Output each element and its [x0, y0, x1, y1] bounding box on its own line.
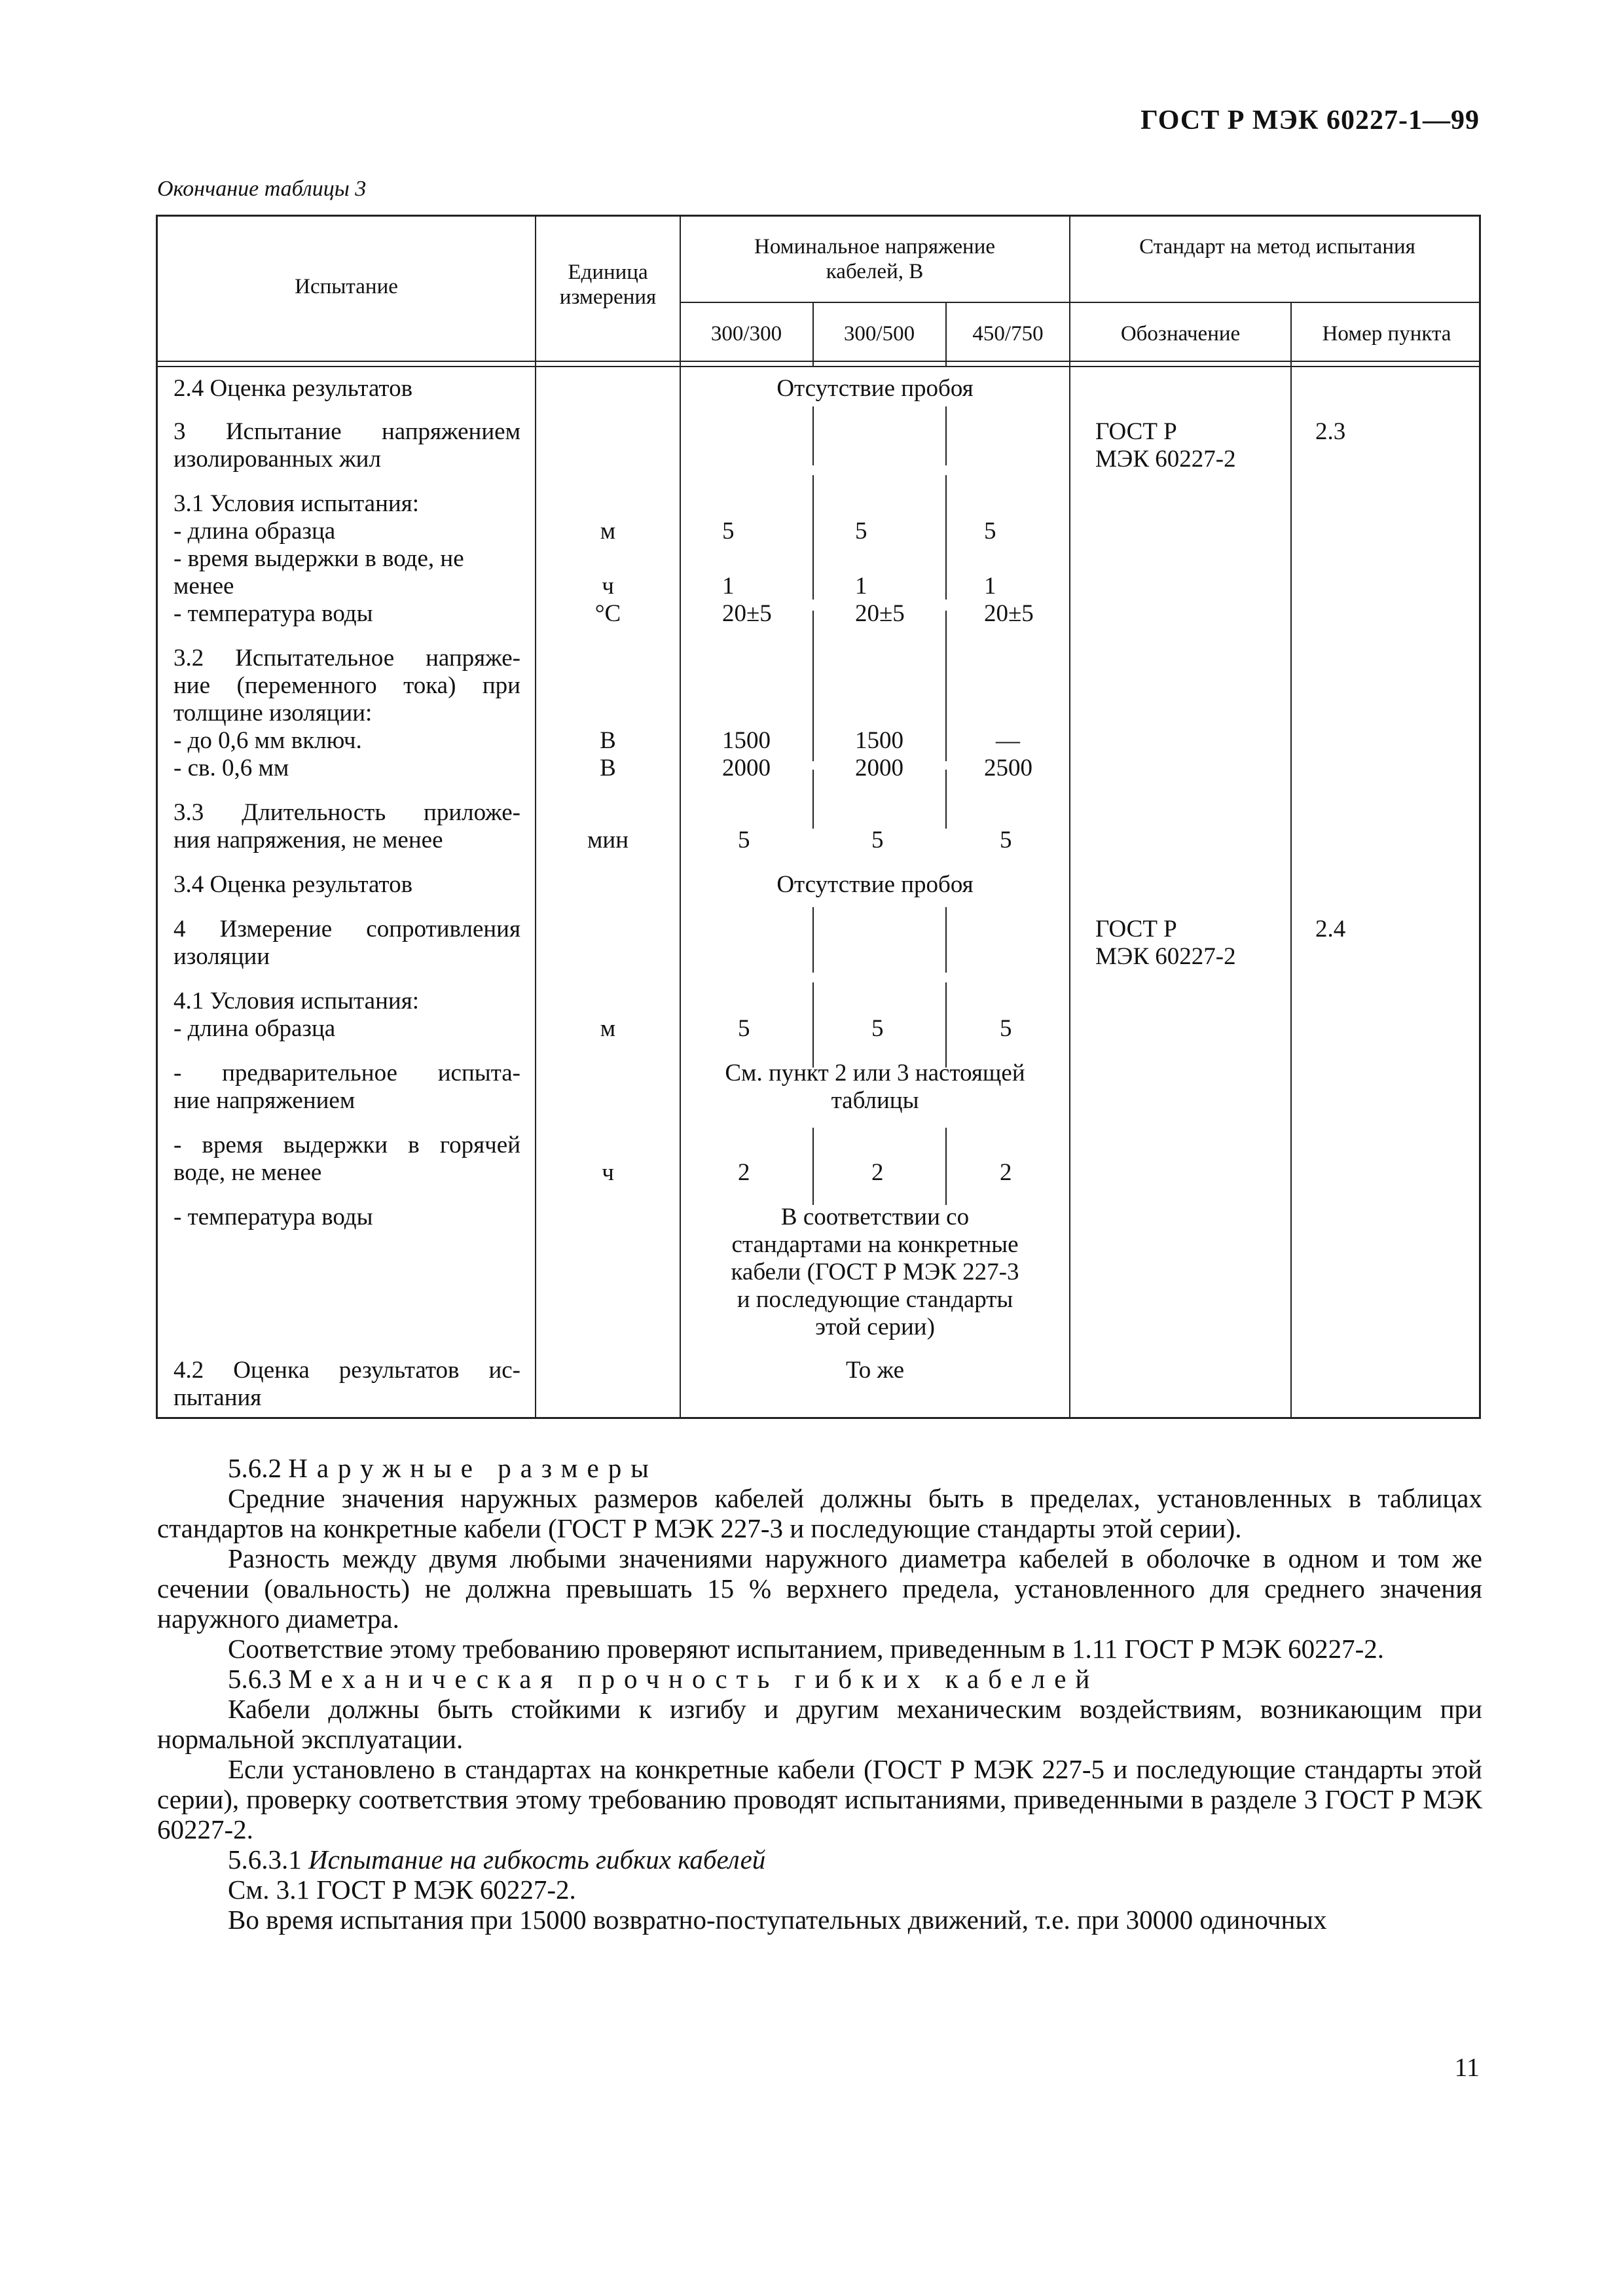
grid-line: [535, 217, 536, 1419]
row-v2: 1500: [855, 727, 903, 754]
row-test-line: пытания: [173, 1384, 262, 1411]
value-divider: [812, 907, 814, 973]
row-unit: м: [600, 518, 616, 545]
row-test-line: 4 Измерение сопротивления: [173, 916, 520, 942]
row-v3: 2500: [984, 755, 1032, 781]
row-test-line: изолированных жил: [173, 446, 381, 473]
row-v2: 1: [855, 573, 867, 600]
row-test-line: ние напряжением: [173, 1087, 356, 1114]
row-test-line: - длина образца: [173, 518, 336, 545]
row-test-line: - предварительное испыта-: [173, 1060, 520, 1086]
row-v1: 2: [738, 1159, 750, 1186]
row-v1: 5: [722, 518, 735, 545]
row-v3: 5: [1000, 827, 1012, 853]
section-title: Испытание на гибкость гибких кабелей: [308, 1844, 766, 1874]
section-heading-5-6-3: [157, 1664, 1482, 1694]
header-designation: Обозначение: [1120, 322, 1241, 346]
row-v2: 2: [871, 1159, 884, 1186]
row-test-line: ния напряжения, не менее: [173, 827, 443, 853]
row-test-line: изоляции: [173, 943, 270, 970]
row-span-value: кабели (ГОСТ Р МЭК 227-3: [731, 1259, 1019, 1285]
paragraph: Если установлено в стандартах на конкретные кабели (ГОСТ Р МЭК 227-5 и последующие стандарты этой серии), проверку соответствия этому требованию проводят испытаниями, приведенными в разделе 3 ГОСТ Р МЭК 60227-2.: [157, 1754, 1482, 1844]
row-test-line: толщине изоляции:: [173, 700, 373, 726]
value-divider: [812, 770, 814, 829]
header-v1: 300/300: [710, 322, 782, 346]
row-v1: 2000: [722, 755, 771, 781]
row-test-line: - температура воды: [173, 600, 373, 627]
row-v2: 5: [871, 1015, 884, 1042]
value-divider: [945, 982, 947, 1067]
row-test-line: 3.2 Испытательное напряже-: [173, 645, 520, 672]
section-number: 5.6.3.1: [228, 1844, 302, 1874]
row-span-value: То же: [845, 1357, 905, 1384]
row-v3: 5: [1000, 1015, 1012, 1042]
row-span-value: См. пункт 2 или 3 настоящей: [725, 1060, 1025, 1086]
row-v1: 5: [738, 1015, 750, 1042]
value-divider: [812, 982, 814, 1067]
row-v1: 1: [722, 573, 735, 600]
paragraph: Кабели должны быть стойкими к изгибу и другим механическим воздействиям, возникающим при нормальной эксплуатации.: [157, 1694, 1482, 1754]
row-test-line: менее: [173, 573, 234, 600]
grid-line: [1069, 217, 1070, 1419]
section-title: Механическая прочность гибких кабелей: [288, 1664, 1099, 1694]
row-test-line: - длина образца: [173, 1015, 336, 1042]
row-test-line: - температура воды: [173, 1204, 373, 1230]
value-divider: [812, 1128, 814, 1205]
row-test-line: ние (переменного тока) при: [173, 672, 520, 699]
header-voltage: Номинальное напряжение кабелей, В: [754, 235, 995, 283]
row-v2: 20±5: [855, 600, 905, 627]
row-test-line: воде, не менее: [173, 1159, 322, 1186]
row-unit: ч: [602, 1159, 614, 1186]
header-standard: Стандарт на метод испытания: [1139, 235, 1415, 259]
row-unit: м: [600, 1015, 616, 1042]
row-clause: 2.4: [1315, 916, 1346, 942]
row-std-line: ГОСТ Р: [1095, 916, 1177, 942]
test-table: [156, 215, 1481, 1419]
row-span-value: таблицы: [831, 1087, 919, 1114]
paragraph: Разность между двумя любыми значениями наружного диаметра кабелей в оболочке в одном и том же сечении (овальность) не должна превышать 15 % верхнего предела, установленного для среднего значения наружного диаметра.: [157, 1543, 1482, 1634]
header-v3: 450/750: [972, 322, 1044, 346]
row-unit: мин: [587, 827, 629, 853]
section-heading-5-6-3-1: [157, 1844, 1482, 1874]
row-span-value: Отсутствие пробоя: [776, 871, 974, 898]
grid-line: [158, 366, 1481, 367]
paragraph: Средние значения наружных размеров кабелей должны быть в пределах, установленных в таблицах стандартов на конкретные кабели (ГОСТ Р МЭК 227-3 и последующие стандарты этой серии).: [157, 1483, 1482, 1543]
value-divider: [812, 475, 814, 600]
value-divider: [945, 770, 947, 829]
header-unit: Единица измерения: [559, 260, 657, 309]
row-test-line: 3.1 Условия испытания:: [173, 490, 420, 517]
value-divider: [945, 475, 947, 600]
paragraph: Во время испытания при 15000 возвратно-поступательных движений, т.е. при 30000 одиночных: [228, 1905, 1327, 1935]
value-divider: [945, 1128, 947, 1205]
header-v2: 300/500: [843, 322, 915, 346]
paragraph: Соответствие этому требованию проверяют испытанием, приведенным в 1.11 ГОСТ Р МЭК 60227-2.: [228, 1634, 1385, 1664]
row-std-line: МЭК 60227-2: [1095, 943, 1236, 970]
paragraph: См. 3.1 ГОСТ Р МЭК 60227-2.: [228, 1874, 576, 1905]
row-test-line: 3 Испытание напряжением: [173, 418, 520, 445]
row-v2: 2000: [855, 755, 903, 781]
row-span-value: Отсутствие пробоя: [776, 375, 974, 402]
row-test-line: - время выдержки в воде, не: [173, 545, 464, 572]
row-unit: В: [600, 755, 616, 781]
row-v3: 20±5: [984, 600, 1034, 627]
header-test: Испытание: [295, 275, 398, 298]
row-v3: —: [996, 727, 1020, 754]
body-text: [157, 1453, 1482, 1935]
row-test-line: 4.2 Оценка результатов ис-: [173, 1357, 520, 1384]
row-span-value: и последующие стандарты: [737, 1286, 1013, 1313]
page-number: 11: [1454, 2053, 1480, 2082]
row-span-value: этой серии): [815, 1314, 935, 1340]
header-clause: Номер пункта: [1322, 322, 1451, 346]
value-divider: [945, 907, 947, 973]
row-test-line: 4.1 Условия испытания:: [173, 988, 420, 1014]
row-test-line: - до 0,6 мм включ.: [173, 727, 362, 754]
row-test-line: 3.3 Длительность приложе-: [173, 799, 520, 826]
row-std-line: ГОСТ Р: [1095, 418, 1177, 445]
row-v1: 5: [738, 827, 750, 853]
row-test-line: 3.4 Оценка результатов: [173, 871, 413, 898]
row-span-value: стандартами на конкретные: [731, 1231, 1019, 1258]
row-test-line: 2.4 Оценка результатов: [173, 375, 413, 402]
value-divider: [812, 406, 814, 465]
row-span-value: В соответствии со: [780, 1204, 970, 1230]
row-v3: 5: [984, 518, 996, 545]
grid-line: [680, 302, 1481, 303]
row-test-line: - время выдержки в горячей: [173, 1132, 520, 1158]
value-divider: [812, 611, 814, 761]
row-unit: °С: [594, 600, 621, 627]
row-v2: 5: [871, 827, 884, 853]
standard-code-header: ГОСТ Р МЭК 60227-1—99: [1140, 105, 1480, 135]
row-v2: 5: [855, 518, 867, 545]
grid-line: [158, 361, 1481, 362]
row-test-line: - св. 0,6 мм: [173, 755, 289, 781]
section-title: Наружные размеры: [288, 1453, 658, 1483]
table-caption: Окончание таблицы 3: [157, 177, 367, 201]
row-clause: 2.3: [1315, 418, 1346, 445]
row-unit: ч: [602, 573, 614, 600]
section-number: 5.6.3: [228, 1664, 282, 1694]
row-v3: 1: [984, 573, 996, 600]
section-heading-5-6-2: [157, 1453, 1482, 1483]
row-unit: В: [600, 727, 616, 754]
row-v3: 2: [1000, 1159, 1012, 1186]
section-number: 5.6.2: [228, 1453, 282, 1483]
row-v1: 1500: [722, 727, 771, 754]
value-divider: [945, 406, 947, 465]
row-std-line: МЭК 60227-2: [1095, 446, 1236, 473]
row-v1: 20±5: [722, 600, 772, 627]
grid-line: [1290, 302, 1292, 1419]
